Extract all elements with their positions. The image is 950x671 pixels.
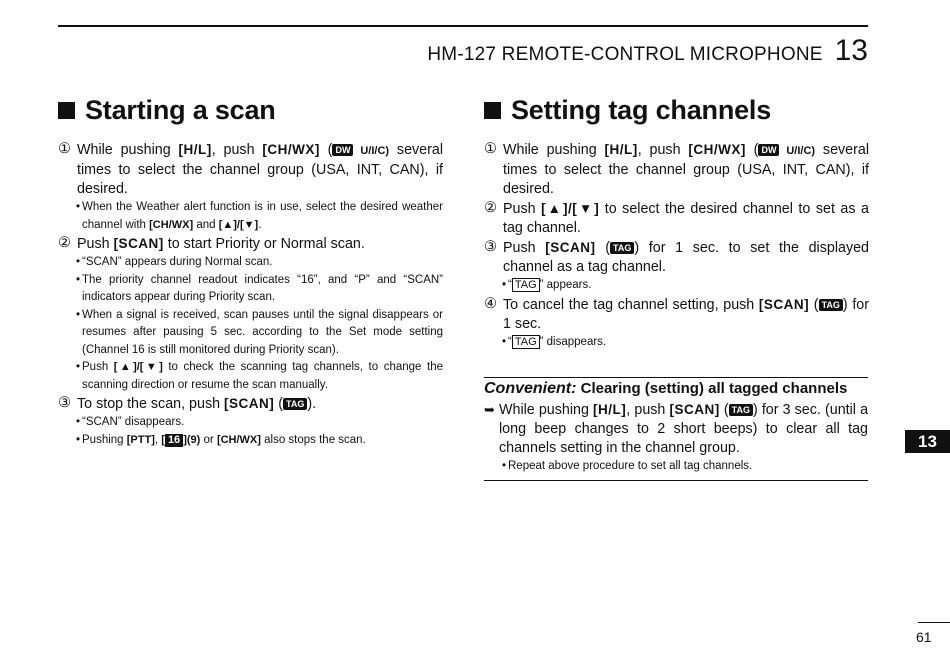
section-tab: 13 [905,430,950,453]
convenient-tip-box [484,377,868,481]
step-3: ③ Push [SCAN] ( TAG ) for 1 sec. to set the displayed channel as a tag channel. [484,239,870,275]
tag-key-icon: TAG [819,299,843,311]
top-rule [58,25,868,27]
step-3: ③ To stop the scan, push [SCAN] ( TAG ). [58,395,317,412]
tag-indicator-icon: TAG [512,335,540,349]
section-heading: Setting tag channels [484,95,869,126]
chapter-number: 13 [834,34,868,67]
note: • Push [▲]/[▼] to check the scanning tag channels, to change the scanning direction or resume the scan manually. [76,361,443,391]
page-header [427,34,868,68]
note: • When a signal is received, scan pauses until the signal disappears or resumes after pausing 5 sec. according to the Set mode setting (Channel 16 is still monitored during Priority scan). [76,308,443,356]
note: • “ TAG ” disappears. [502,335,607,348]
arrow-icon: ➥ [484,402,495,417]
tag-key-icon: TAG [283,398,307,410]
note: • The priority channel readout indicates “16”, and “P” and “SCAN” indicators appear during Priority scan. [76,273,443,303]
note: • “SCAN” disappears. [76,416,185,428]
step-4: ④ To cancel the tag channel setting, push [SCAN] ( TAG ) for 1 sec. [484,295,869,332]
footer-rule [918,622,950,623]
section-heading: Starting a scan [58,95,443,126]
channel-16-key-icon: 16 [165,434,183,447]
dw-key-icon: DW [758,144,779,156]
note: • “SCAN” appears during Normal scan. [76,256,273,268]
tag-channels-section [484,95,869,351]
square-bullet-icon [58,102,75,119]
tag-key-icon: TAG [729,404,753,416]
tag-indicator-icon: TAG [512,278,540,292]
header-title: HM-127 REMOTE-CONTROL MICROPHONE [427,44,823,65]
square-bullet-icon [484,102,501,119]
step-1: ① While pushing [H/L], push [CH/WX] ( DW U/I/C) several times to select the channel group (USA, INT, CAN), if desired. [58,141,444,197]
page-number: 61 [916,629,932,645]
note: • Repeat above procedure to set all tag channels. [502,460,753,472]
step-2: ② Push [SCAN] to start Priority or Normal scan. [58,235,365,252]
step-1: ① While pushing [H/L], push [CH/WX] ( DW U/I/C) several times to select the channel group (USA, INT, CAN), if desired. [484,141,870,197]
note: • When the Weather alert function is in use, select the desired weather channel with [CH/WX] and [▲]/[▼]. [76,201,443,231]
note: • “ TAG ” appears. [502,279,592,291]
step-2: ② Push [▲]/[▼] to select the desired channel to set as a tag channel. [484,200,869,236]
note: • Pushing [PTT], [ 16 ](9) or [CH/WX] also stops the scan. [76,433,366,446]
tag-key-icon: TAG [610,242,634,254]
tip-heading: Convenient: Clearing (setting) all tagged channels [484,380,848,397]
dw-key-icon: DW [332,144,353,156]
starting-scan-section [58,95,443,449]
tip-step: ➥ While pushing [H/L], push [SCAN] ( TAG ) for 3 sec. (until a long beep changes to 2 short beeps) to clear all tag channels setting in the channel group. [484,402,869,456]
